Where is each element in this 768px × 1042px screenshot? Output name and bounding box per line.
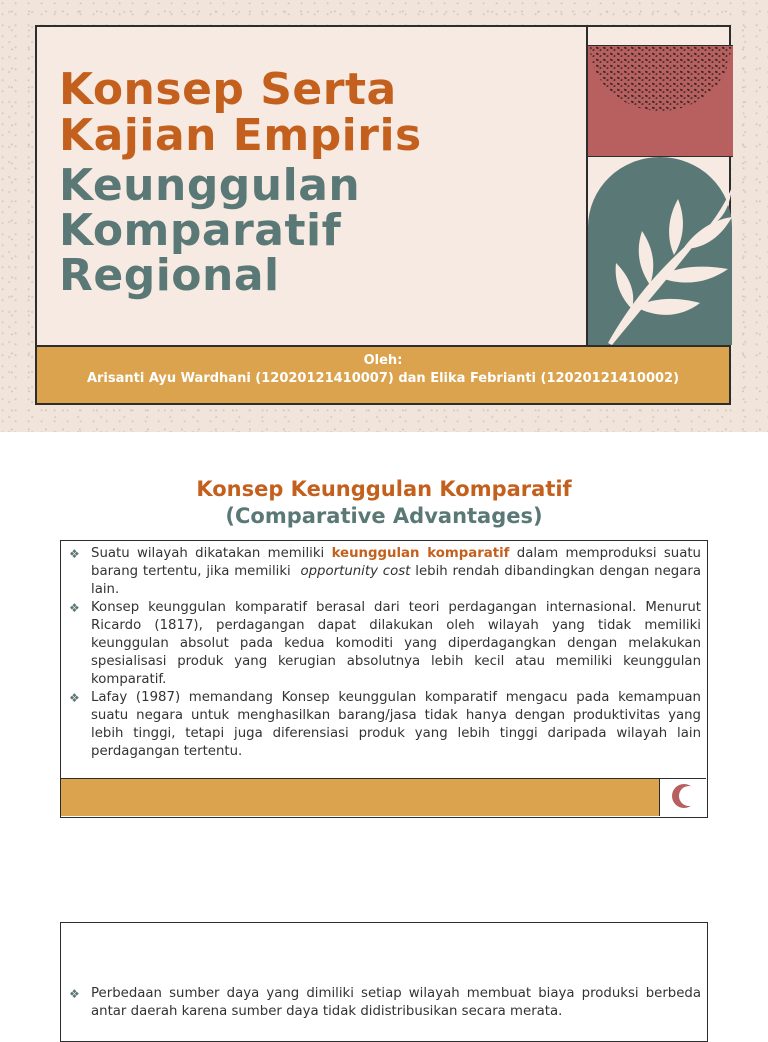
decorative-rose-panel [588, 45, 733, 157]
title-card [35, 25, 731, 405]
italic-term: opportunity cost [300, 564, 411, 579]
sub-title-line-2: Komparatif [59, 205, 342, 256]
list-item [69, 545, 701, 599]
crescent-moon-icon [660, 779, 704, 814]
sub-title-line-1: Keunggulan [59, 160, 361, 211]
highlight-term: keunggulan komparatif [331, 546, 510, 561]
speckled-semicircle-icon [588, 46, 733, 156]
bullet-1-text-start: Suatu wilayah dikatakan memiliki [91, 546, 332, 561]
concept-bullet-list [69, 545, 701, 761]
footer-band [61, 778, 659, 816]
author-band [37, 345, 729, 403]
main-title-line-1: Konsep Serta [59, 64, 397, 115]
diamond-bullet-icon: ❖ [69, 601, 80, 615]
concept-content-box [60, 540, 708, 818]
author-names: Arisanti Ayu Wardhani (12020121410007) dan Elika Febrianti (12020121410002) [86, 371, 680, 386]
decorative-leaf-panel [588, 157, 733, 345]
bullet-3-text: Lafay (1987) memandang Konsep keunggulan komparatif mengacu pada kemampuan suatu negara untuk menghasilkan barang/jasa tidak hanya dengan produktivitas yang lebih tinggi, tetapi juga diferensiasi produk yang lebih tinggi daripada wilayah lain perdagangan tertentu. [91, 690, 701, 759]
concept-heading [0, 476, 768, 530]
sub-title [59, 160, 361, 301]
title-slide [0, 0, 768, 432]
bullet-2-text: Konsep keunggulan komparatif berasal dari teori perdagangan internasional. Menurut Ricardo (1817), perdagangan dapat dilakukan oleh wilayah yang tidak memiliki keunggulan absolut pada kedua komoditi yang diperdagangkan dengan melakukan spesialisasi produk yang kerugian absolutnya lebih kecil atau memiliki keunggulan komparatif. [91, 600, 701, 687]
author-label: Oleh: [363, 353, 403, 368]
resource-bullet-list [69, 985, 701, 1021]
diamond-bullet-icon: ❖ [69, 987, 80, 1001]
decorative-column [586, 27, 731, 345]
concept-heading-line-2: (Comparative Advantages) [225, 504, 543, 528]
resource-bullet-1-text: Perbedaan sumber daya yang dimiliki setiap wilayah membuat biaya produksi berbeda antar daerah karena sumber daya tidak didistribusikan secara merata. [91, 986, 701, 1019]
diamond-bullet-icon: ❖ [69, 547, 80, 561]
leaf-icon [588, 157, 733, 345]
moon-box [659, 778, 706, 816]
main-title [59, 64, 422, 161]
list-item [69, 599, 701, 689]
diamond-bullet-icon: ❖ [69, 691, 80, 705]
bullet-1-text-end: lebih rendah dibandingkan dengan negara lain. [91, 564, 701, 597]
resource-content-box [60, 922, 708, 1042]
list-item [69, 689, 701, 761]
bullet-1-text-mid: dalam memproduksi suatu barang tertentu, jika memiliki [91, 546, 701, 579]
main-title-line-2: Kajian Empiris [59, 110, 422, 161]
sub-title-line-3: Regional [59, 250, 280, 301]
list-item [69, 985, 701, 1021]
concept-heading-line-1: Konsep Keunggulan Komparatif [196, 477, 572, 501]
